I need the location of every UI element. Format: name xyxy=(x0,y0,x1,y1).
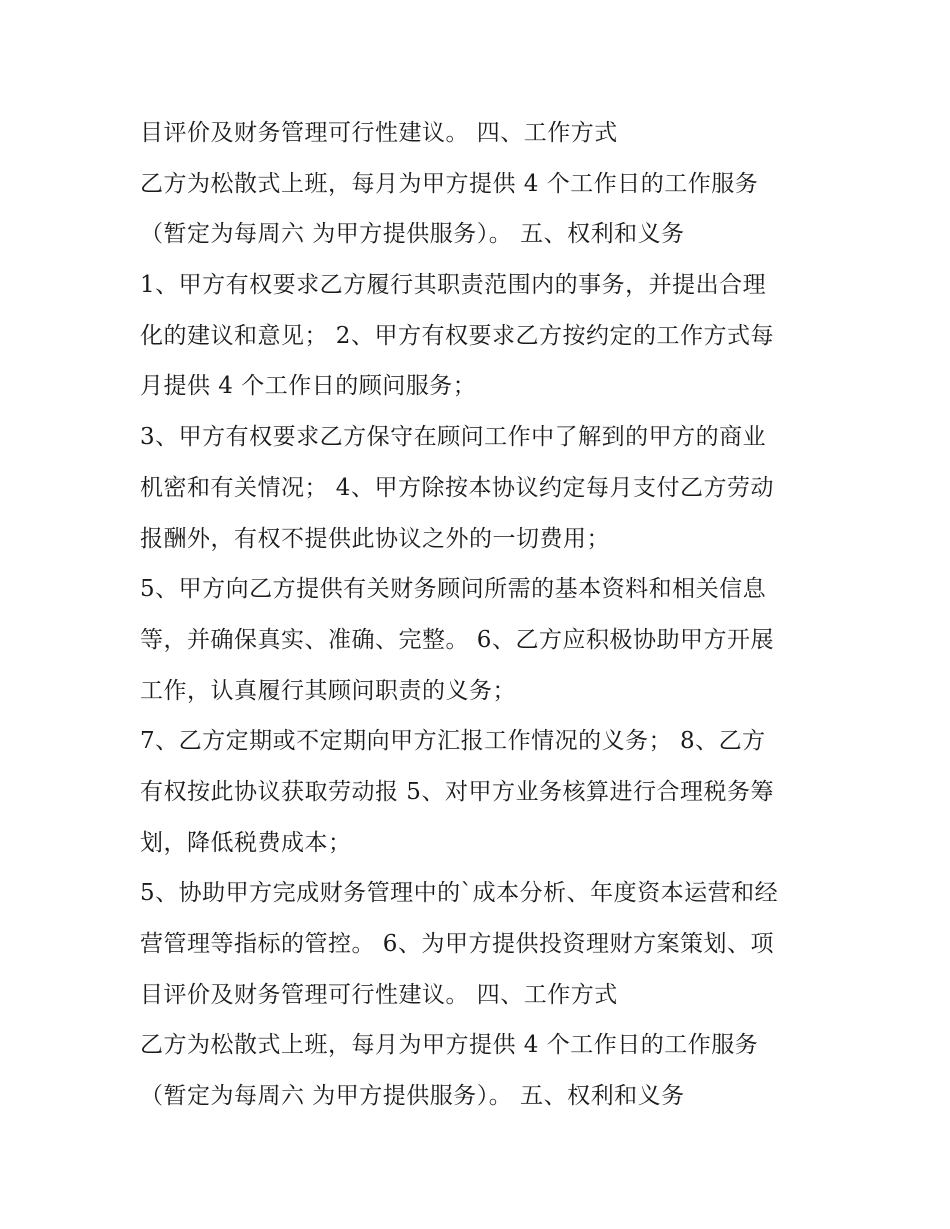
document-body xyxy=(140,108,820,1122)
text-line: 5、甲方向乙方提供有关财务顾问所需的基本资料和相关信息 xyxy=(140,576,767,603)
text-line: 月提供 4 个工作日的顾问服务； xyxy=(140,373,477,400)
text-line: 目评价及财务管理可行性建议。 四、工作方式 xyxy=(140,981,618,1008)
text-line: （暂定为每周六 为甲方提供服务）。 五、权利和义务 xyxy=(140,1083,685,1110)
text-line: 有权按此协议获取劳动报 5、对甲方业务核算进行合理税务筹 xyxy=(140,778,774,805)
text-line: 乙方为松散式上班，每月为甲方提供 4 个工作日的工作服务 xyxy=(140,170,759,197)
text-line: 1、甲方有权要求乙方履行其职责范围内的事务，并提出合理 xyxy=(140,272,767,299)
text-line: 营管理等指标的管控。 6、为甲方提供投资理财方案策划、项 xyxy=(140,931,774,957)
text-line: 等，并确保真实、准确、完整。 6、乙方应积极协助甲方开展 xyxy=(140,626,774,653)
text-line: （暂定为每周六 为甲方提供服务）。 五、权利和义务 xyxy=(140,221,685,248)
text-line: 化的建议和意见； 2、甲方有权要求乙方按约定的工作方式每 xyxy=(140,322,774,349)
text-line: 报酬外，有权不提供此协议之外的一切费用； xyxy=(140,525,610,552)
text-line: 划，降低税费成本； xyxy=(140,829,352,856)
text-line: 7、乙方定期或不定期向甲方汇报工作情况的义务； 8、乙方 xyxy=(140,728,766,755)
text-line: 工作，认真履行其顾问职责的义务； xyxy=(140,677,516,704)
text-line: 5、协助甲方完成财务管理中的`成本分析、年度资本运营和经 xyxy=(140,880,779,907)
text-line: 目评价及财务管理可行性建议。 四、工作方式 xyxy=(140,120,618,146)
text-line: 乙方为松散式上班，每月为甲方提供 4 个工作日的工作服务 xyxy=(140,1032,759,1059)
text-line: 机密和有关情况； 4、甲方除按本协议约定每月支付乙方劳动 xyxy=(140,474,774,501)
text-line: 3、甲方有权要求乙方保守在顾问工作中了解到的甲方的商业 xyxy=(140,424,767,451)
